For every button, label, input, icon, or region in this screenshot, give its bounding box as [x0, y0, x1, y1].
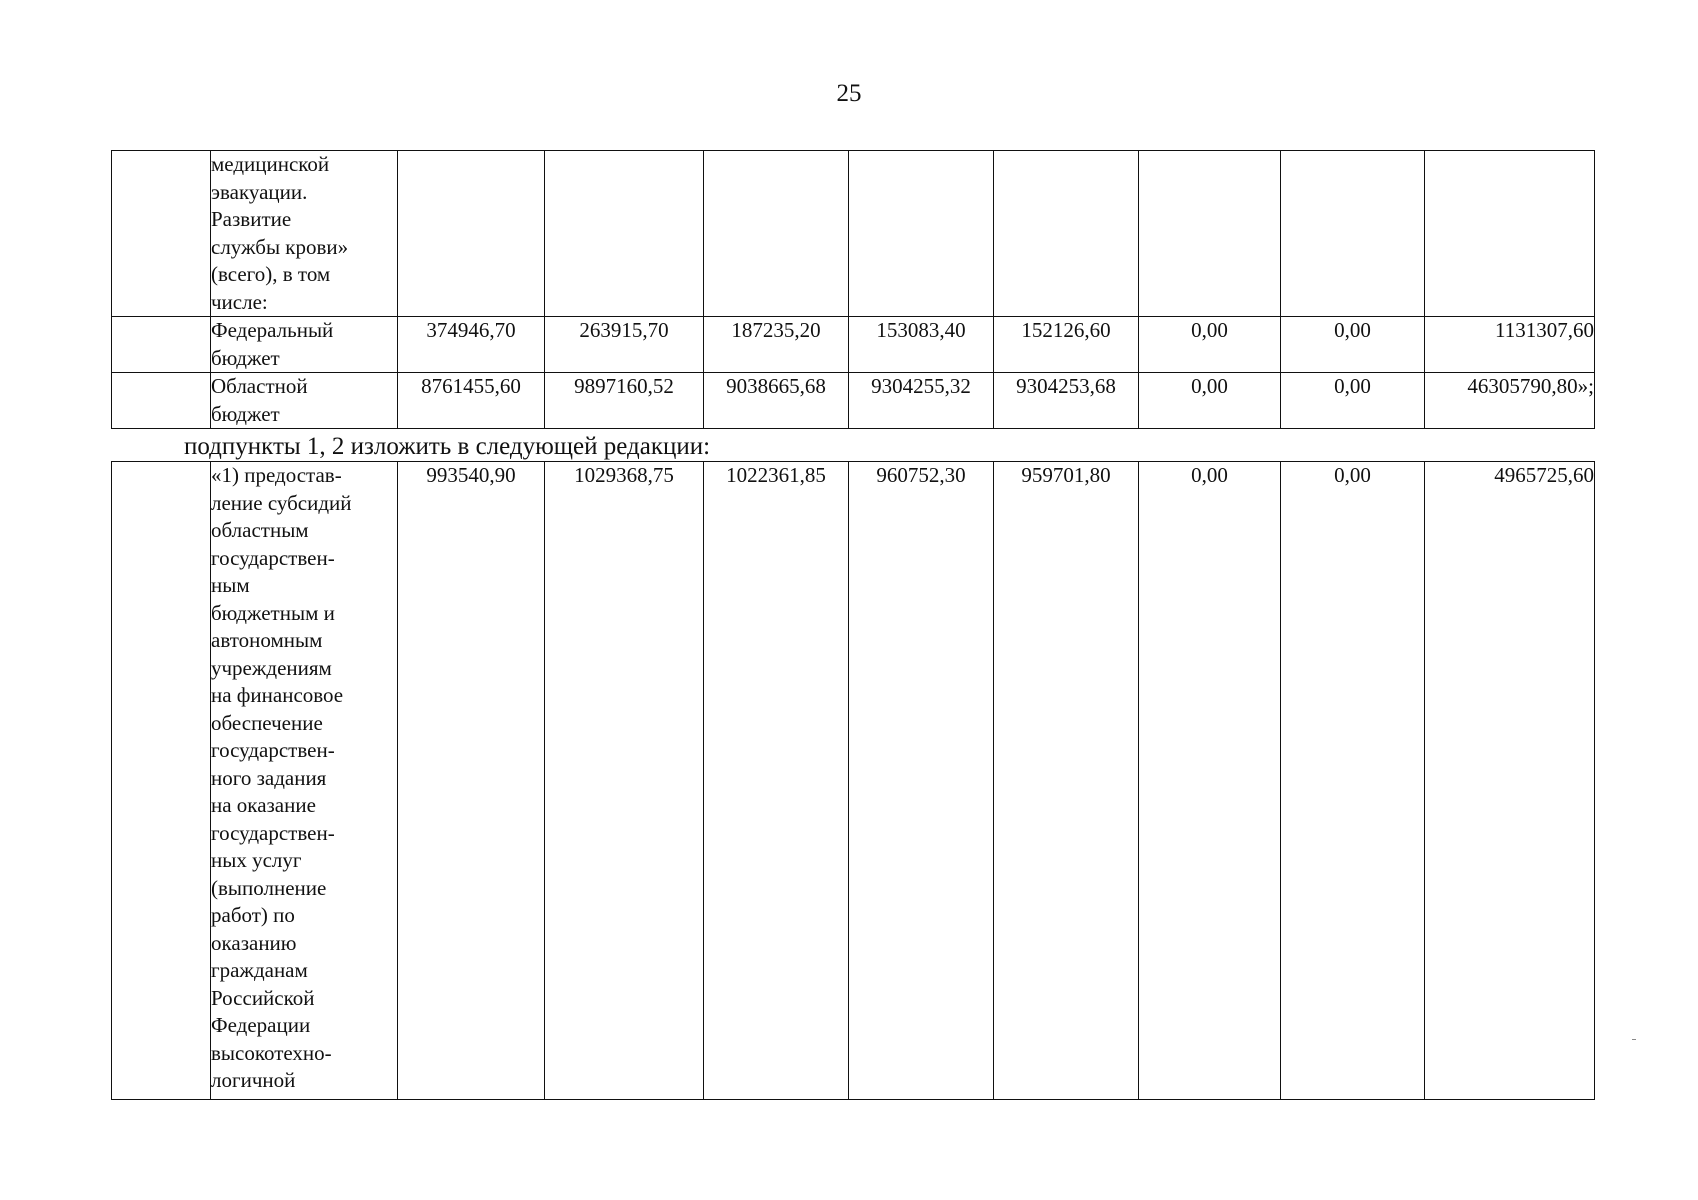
- row-number-cell: [112, 373, 211, 429]
- table-row: [112, 151, 1595, 317]
- value-cell: 153083,40: [849, 317, 994, 373]
- value-cell: [1281, 151, 1425, 317]
- value-cell: 0,00: [1139, 373, 1281, 429]
- amendment-instruction: подпункты 1, 2 изложить в следующей редакции:: [184, 433, 711, 460]
- value-cell: [994, 151, 1139, 317]
- row-label: медицинской эвакуации. Развитие службы крови» (всего), в том числе:: [211, 151, 398, 317]
- value-cell: 0,00: [1281, 462, 1425, 1100]
- value-cell: 187235,20: [704, 317, 849, 373]
- row-label: «1) предостав- ление субсидий областным государствен- ным бюджетным и автономным учреждениям на финансовое обеспечение государствен- ного задания на оказание государствен- ных услуг (выполнение работ) по оказанию гражданам Российской Федерации высокотехно- логичной: [211, 462, 398, 1100]
- value-cell: 374946,70: [398, 317, 545, 373]
- value-cell: 1022361,85: [704, 462, 849, 1100]
- scan-artifact: [1632, 1039, 1636, 1040]
- value-cell: 9897160,52: [545, 373, 704, 429]
- financing-table-top: [111, 150, 1595, 429]
- table-row: [112, 317, 1595, 373]
- row-number-cell: [112, 317, 211, 373]
- value-cell: [545, 151, 704, 317]
- value-cell: 993540,90: [398, 462, 545, 1100]
- value-cell: 960752,30: [849, 462, 994, 1100]
- row-number-cell: [112, 151, 211, 317]
- value-cell: [398, 151, 545, 317]
- value-cell: 0,00: [1281, 317, 1425, 373]
- value-cell: [704, 151, 849, 317]
- row-label: Областной бюджет: [211, 373, 398, 429]
- total-cell: [1425, 151, 1595, 317]
- row-number-cell: [112, 462, 211, 1100]
- value-cell: [849, 151, 994, 317]
- value-cell: 0,00: [1281, 373, 1425, 429]
- value-cell: 9304255,32: [849, 373, 994, 429]
- value-cell: 9304253,68: [994, 373, 1139, 429]
- value-cell: 0,00: [1139, 462, 1281, 1100]
- value-cell: 9038665,68: [704, 373, 849, 429]
- table-row: [112, 462, 1595, 1100]
- total-cell: 46305790,80»;: [1425, 373, 1595, 429]
- total-cell: 4965725,60: [1425, 462, 1595, 1100]
- value-cell: 8761455,60: [398, 373, 545, 429]
- value-cell: 1029368,75: [545, 462, 704, 1100]
- financing-table-bottom: [111, 461, 1595, 1100]
- row-label: Федеральный бюджет: [211, 317, 398, 373]
- value-cell: 959701,80: [994, 462, 1139, 1100]
- value-cell: [1139, 151, 1281, 317]
- value-cell: 152126,60: [994, 317, 1139, 373]
- total-cell: 1131307,60: [1425, 317, 1595, 373]
- value-cell: 263915,70: [545, 317, 704, 373]
- table-row: [112, 373, 1595, 429]
- page-number: 25: [836, 80, 862, 107]
- value-cell: 0,00: [1139, 317, 1281, 373]
